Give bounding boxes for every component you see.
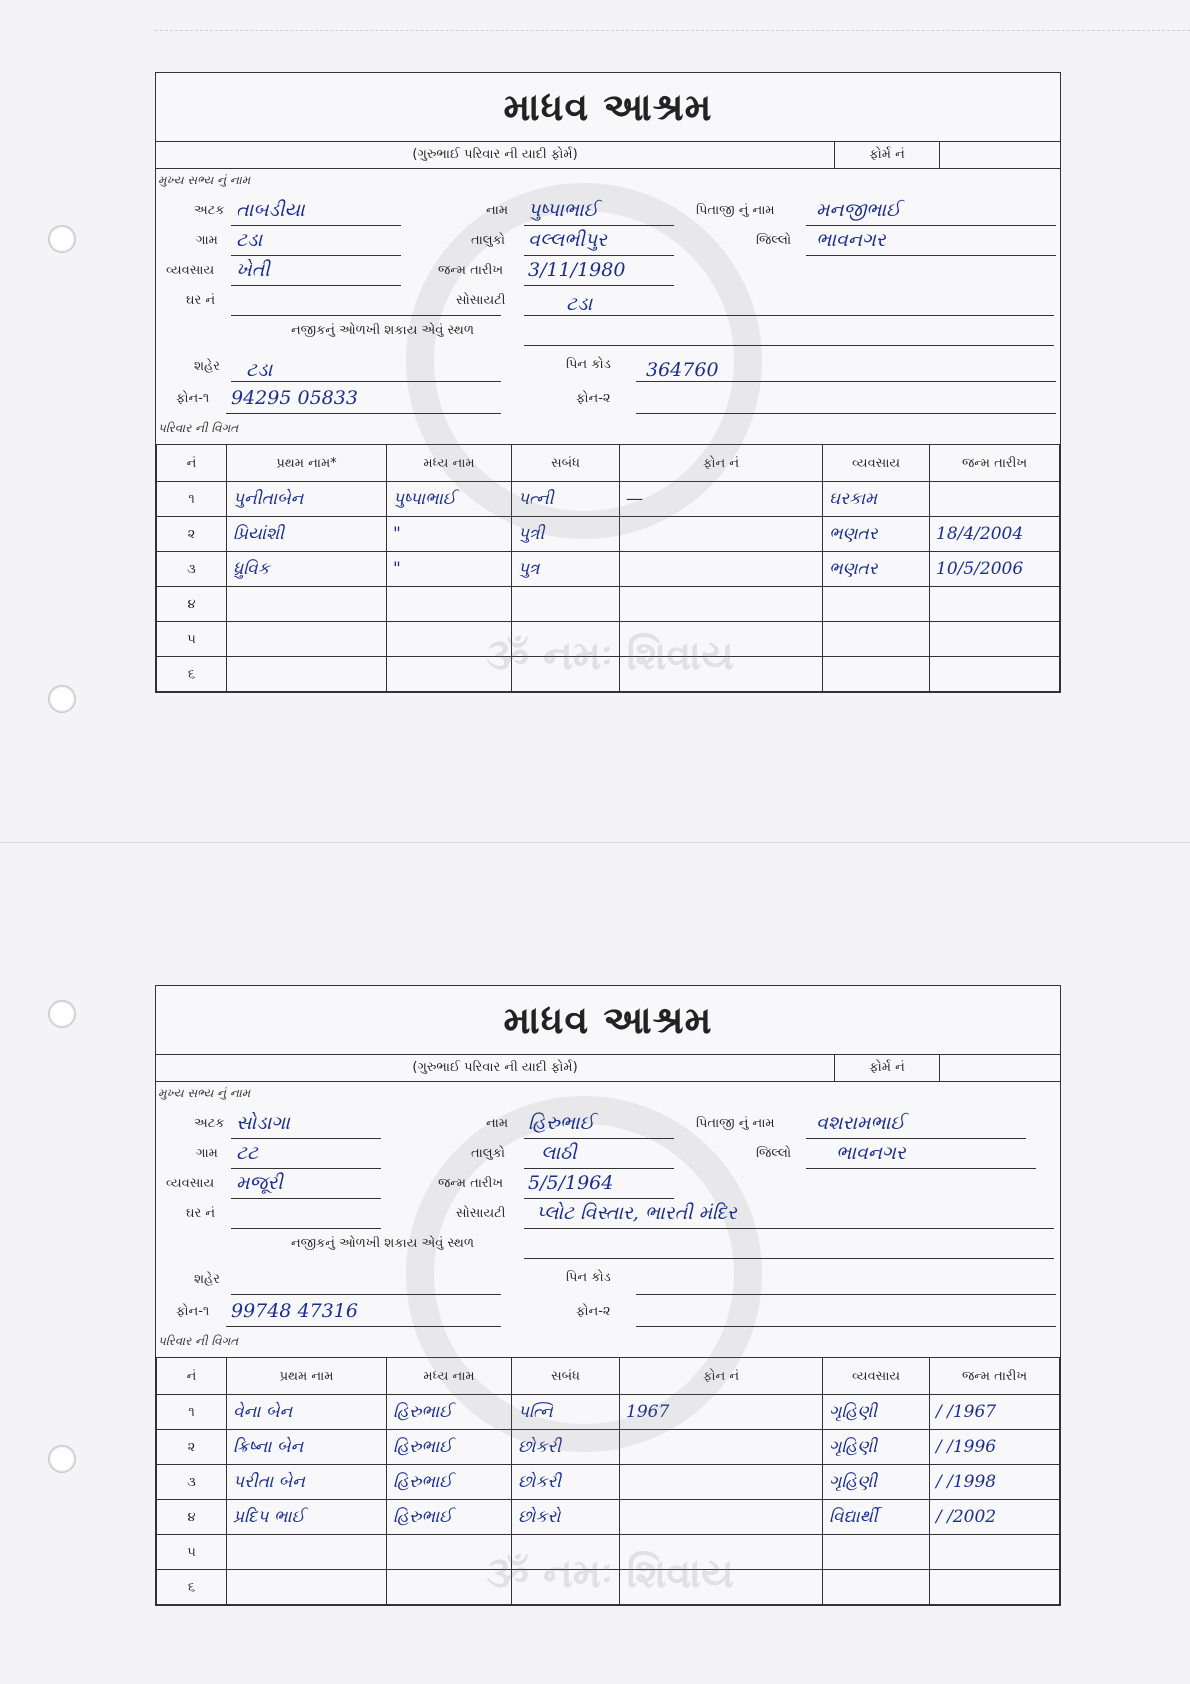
name-label: નામ [486,1116,509,1131]
phone1-field[interactable]: 99748 47316 [231,1300,358,1322]
cell-dob[interactable]: 10/5/2006 [930,552,1060,587]
family-section-label: પરિવાર ની વિગત [158,421,239,435]
cell-relation[interactable]: છોકરી [512,1430,620,1465]
name-label: નામ [486,203,509,218]
surname-field[interactable]: તાબડીયા [236,199,305,221]
cell-middle-name[interactable]: " [387,517,512,552]
cell-relation[interactable]: પુત્રી [512,517,620,552]
cell-relation[interactable] [512,1570,620,1605]
family-table-header [157,1358,1060,1395]
cell-dob[interactable] [930,587,1060,622]
taluka-field[interactable]: લાઠી [541,1142,577,1164]
cell-occupation[interactable] [823,1535,930,1570]
row-number: ૩ [157,1465,227,1500]
cell-occupation[interactable] [823,622,930,657]
phone2-label: ફોન-૨ [576,391,611,406]
col-occupation: વ્યવસાય [823,445,930,482]
cell-occupation[interactable]: ભણતર [823,552,930,587]
cell-phone[interactable] [620,1535,823,1570]
form-number-value[interactable] [940,142,1060,168]
cell-dob[interactable] [930,482,1060,517]
cell-phone[interactable] [620,517,823,552]
cell-middle-name[interactable]: હિરુભાઈ [387,1465,512,1500]
col-number: નં [157,445,227,482]
cell-middle-name[interactable] [387,1535,512,1570]
taluka-label: તાલુકો [471,1146,506,1161]
cell-relation[interactable]: પત્નિ [512,1395,620,1430]
col-middle-name: મધ્ય નામ [387,445,512,482]
name-field[interactable]: હિરુભાઈ [528,1112,595,1134]
table-row [157,517,1060,552]
punch-hole [48,1000,76,1028]
cell-first-name[interactable]: પ્રદિપ ભાઈ [227,1500,387,1535]
row-number: ૪ [157,587,227,622]
page-top-edge [155,0,1190,31]
phone1-field[interactable]: 94295 05833 [231,387,358,409]
cell-occupation[interactable]: ભણતર [823,517,930,552]
father-name-label: પિતાજી નું નામ [696,203,775,218]
stamp-motto: ૐ નમઃ શિવાય [486,1551,734,1597]
cell-relation[interactable] [512,587,620,622]
cell-relation[interactable]: પત્ની [512,482,620,517]
cell-dob[interactable]: / /1996 [930,1430,1060,1465]
col-dob: જન્મ તારીખ [930,1358,1060,1395]
cell-phone[interactable] [620,587,823,622]
cell-occupation[interactable]: ગૃહિણી [823,1395,930,1430]
village-label: ગામ [196,233,218,248]
registration-form-1 [155,72,1061,693]
form-number-label: ફોર્મ નં [835,1055,940,1081]
form-title: માધવ આશ્રમ [156,73,1060,142]
cell-first-name[interactable]: પરીતા બેન [227,1465,387,1500]
cell-dob[interactable]: / /2002 [930,1500,1060,1535]
phone1-label: ફોન-૧ [176,391,210,406]
cell-first-name[interactable] [227,622,387,657]
cell-relation[interactable] [512,1535,620,1570]
cell-relation[interactable]: છોકરી [512,1465,620,1500]
cell-relation[interactable] [512,657,620,692]
table-row [157,1535,1060,1570]
cell-occupation[interactable] [823,587,930,622]
cell-phone[interactable] [620,622,823,657]
col-first-name: પ્રથમ નામ [227,1358,387,1395]
pincode-label: પિન કોડ [566,357,611,372]
district-field[interactable]: ભાવનગર [816,229,886,251]
family-table [156,1357,1060,1605]
table-row [157,1465,1060,1500]
taluka-field[interactable]: વલ્લભીપુર [528,229,607,251]
col-middle-name: મધ્ય નામ [387,1358,512,1395]
cell-middle-name[interactable] [387,1570,512,1605]
pincode-field[interactable]: 364760 [646,359,719,381]
row-number: ૬ [157,1570,227,1605]
row-number: ૫ [157,622,227,657]
head-member-section [156,169,1060,444]
cell-dob[interactable] [930,622,1060,657]
society-label: સોસાયટી [456,293,506,308]
cell-middle-name[interactable]: હિરુભાઈ [387,1500,512,1535]
head-section-label: મુખ્ય સભ્ય નું નામ [158,173,251,187]
city-field[interactable]: ટડા [246,359,273,381]
cell-middle-name[interactable]: " [387,552,512,587]
cell-phone[interactable] [620,552,823,587]
cell-first-name[interactable]: વેના બેન [227,1395,387,1430]
landmark-label: નજીકનું ઓળખી શકાય એવું સ્થળ [291,1236,474,1251]
page-fold [0,842,1190,843]
cell-first-name[interactable] [227,657,387,692]
head-section-label: મુખ્ય સભ્ય નું નામ [158,1086,251,1100]
table-row [157,657,1060,692]
registration-form-2 [155,985,1061,1606]
row-number: ૨ [157,1430,227,1465]
landmark-label: નજીકનું ઓળખી શકાય એવું સ્થળ [291,323,474,338]
society-field[interactable]: પ્લોટ વિસ્તાર, ભારતી મંદિર [536,1202,737,1224]
cell-phone[interactable] [620,657,823,692]
form-number-label: ફોર્મ નં [835,142,940,168]
form-subtitle: (ગુરુભાઈ પરિવાર ની યાદી ફોર્મ) [156,1055,835,1081]
cell-occupation[interactable]: ગૃહિણી [823,1465,930,1500]
cell-relation[interactable]: પુત્ર [512,552,620,587]
punch-hole [48,1445,76,1473]
row-number: ૬ [157,657,227,692]
row-number: ૨ [157,517,227,552]
cell-occupation[interactable] [823,657,930,692]
col-dob: જન્મ તારીખ [930,445,1060,482]
cell-middle-name[interactable]: હિરુભાઈ [387,1430,512,1465]
surname-field[interactable]: સોડાગા [236,1112,290,1134]
city-label: શહેર [194,359,220,374]
cell-middle-name[interactable] [387,657,512,692]
col-phone: ફોન નં [620,445,823,482]
row-number: ૩ [157,552,227,587]
punch-hole [48,225,76,253]
dob-label: જન્મ તારીખ [438,263,504,278]
family-table [156,444,1060,692]
district-field[interactable]: ભાવનગર [836,1142,906,1164]
house-no-label: ઘર નં [186,293,216,308]
society-field[interactable]: ટડા [566,293,593,315]
cell-first-name[interactable] [227,587,387,622]
cell-relation[interactable]: છોકરો [512,1500,620,1535]
taluka-label: તાલુકો [471,233,506,248]
cell-phone[interactable]: 1967 [620,1395,823,1430]
cell-dob[interactable]: / /1967 [930,1395,1060,1430]
punch-hole [48,685,76,713]
cell-first-name[interactable]: પ્રિયાંશી [227,517,387,552]
cell-middle-name[interactable] [387,587,512,622]
stamp-motto: ૐ નમઃ શિવાય [486,633,734,679]
form-number-value[interactable] [940,1055,1060,1081]
table-row [157,587,1060,622]
table-row [157,1430,1060,1465]
dob-field[interactable]: 5/5/1964 [528,1172,614,1194]
surname-label: અટક [194,203,225,218]
family-table-header [157,445,1060,482]
occupation-label: વ્યવસાય [166,1176,215,1191]
dob-field[interactable]: 3/11/1980 [528,259,626,281]
cell-phone[interactable] [620,1465,823,1500]
society-label: સોસાયટી [456,1206,506,1221]
table-row [157,1500,1060,1535]
cell-dob[interactable] [930,1570,1060,1605]
table-row [157,622,1060,657]
table-row [157,552,1060,587]
col-relation: સબંધ [512,1358,620,1395]
cell-middle-name[interactable]: પુષ્પાભાઈ [387,482,512,517]
cell-dob[interactable] [930,657,1060,692]
cell-occupation[interactable]: ગૃહિણી [823,1430,930,1465]
occupation-field[interactable]: મજૂરી [236,1172,283,1194]
village-field[interactable]: ટટ [236,1142,259,1164]
table-row [157,482,1060,517]
head-member-section [156,1082,1060,1357]
cell-phone[interactable]: — [620,482,823,517]
col-first-name: પ્રથમ નામ* [227,445,387,482]
form-title: માધવ આશ્રમ [156,986,1060,1055]
form-subtitle: (ગુરુભાઈ પરિવાર ની યાદી ફોર્મ) [156,142,835,168]
cell-first-name[interactable]: ક્રિષ્ના બેન [227,1430,387,1465]
col-number: નં [157,1358,227,1395]
cell-dob[interactable]: 18/4/2004 [930,517,1060,552]
surname-label: અટક [194,1116,225,1131]
table-row [157,1570,1060,1605]
cell-occupation[interactable]: વિદ્યાર્થી [823,1500,930,1535]
cell-first-name[interactable]: ધ્રુવિક [227,552,387,587]
cell-occupation[interactable]: ઘરકામ [823,482,930,517]
cell-first-name[interactable] [227,1535,387,1570]
cell-first-name[interactable] [227,1570,387,1605]
father-name-field[interactable]: વશરામભાઈ [816,1112,905,1134]
father-name-field[interactable]: મનજીભાઈ [816,199,901,221]
col-relation: સબંધ [512,445,620,482]
village-label: ગામ [196,1146,218,1161]
father-name-label: પિતાજી નું નામ [696,1116,775,1131]
occupation-label: વ્યવસાય [166,263,215,278]
cell-dob[interactable] [930,1535,1060,1570]
cell-first-name[interactable]: પુનીતાબેન [227,482,387,517]
cell-dob[interactable]: / /1998 [930,1465,1060,1500]
row-number: ૫ [157,1535,227,1570]
name-field[interactable]: પુષ્પાભાઈ [528,199,599,221]
family-section-label: પરિવાર ની વિગત [158,1334,239,1348]
district-label: જિલ્લો [756,233,792,248]
row-number: ૧ [157,482,227,517]
cell-phone[interactable] [620,1430,823,1465]
row-number: ૪ [157,1500,227,1535]
cell-relation[interactable] [512,622,620,657]
row-number: ૧ [157,1395,227,1430]
city-label: શહેર [194,1272,220,1287]
district-label: જિલ્લો [756,1146,792,1161]
phone1-label: ફોન-૧ [176,1304,210,1319]
cell-phone[interactable] [620,1570,823,1605]
village-field[interactable]: ટડા [236,229,263,251]
dob-label: જન્મ તારીખ [438,1176,504,1191]
col-phone: ફોન નં [620,1358,823,1395]
house-no-label: ઘર નં [186,1206,216,1221]
cell-middle-name[interactable] [387,622,512,657]
occupation-field[interactable]: ખેતી [236,259,270,281]
cell-occupation[interactable] [823,1570,930,1605]
cell-middle-name[interactable]: હિરુભાઈ [387,1395,512,1430]
table-row [157,1395,1060,1430]
phone2-label: ફોન-૨ [576,1304,611,1319]
cell-phone[interactable] [620,1500,823,1535]
pincode-label: પિન કોડ [566,1270,611,1285]
col-occupation: વ્યવસાય [823,1358,930,1395]
